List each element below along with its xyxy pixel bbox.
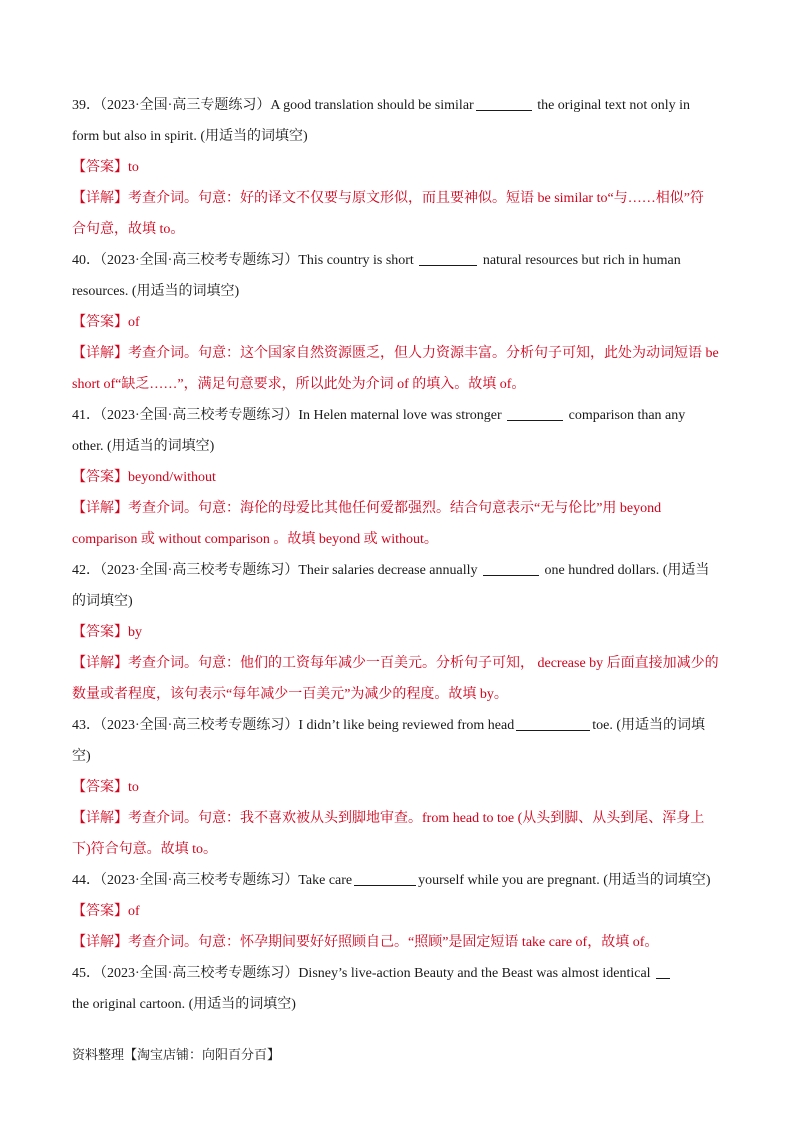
worksheet [72, 90, 732, 1020]
explanation-44-line-1: 【详解】考查介词。句意：怀孕期间要好好照顾自己。“照顾”是固定短语 take care of，故填 of。 [72, 935, 659, 950]
question-41-line-1: 41．（2023·全国·高三校考专题练习）In Helen maternal love was stronger comparison than any [72, 408, 686, 423]
explanation-41-line-2: comparison 或 without comparison 。故填 beyond 或 without。 [72, 532, 438, 547]
explanation-39-line-1: 【详解】考查介词。句意：好的译文不仅要与原文形似，而且要神似。短语 be similar to“与……相似”符 [72, 191, 704, 206]
answer-blank [354, 871, 416, 886]
answer-41: 【答案】beyond/without [72, 470, 216, 485]
explanation-40-line-2: short of“缺乏……”，满足句意要求，所以此处为介词 of 的填入。故填 of。 [72, 377, 526, 392]
explanation-43-line-2: 下)符合句意。故填 to。 [72, 842, 218, 857]
answer-blank [476, 96, 532, 111]
question-42-line-2: 的词填空) [72, 594, 133, 609]
answer-44: 【答案】of [72, 904, 140, 919]
question-43-line-2: 空) [72, 749, 91, 764]
explanation-42-line-1: 【详解】考查介词。句意：他们的工资每年减少一百美元。分析句子可知， decrease by 后面直接加减少的 [72, 656, 719, 671]
answer-43: 【答案】to [72, 780, 139, 795]
explanation-40-line-1: 【详解】考查介词。句意：这个国家自然资源匮乏，但人力资源丰富。分析句子可知，此处为动词短语 be [72, 346, 719, 361]
question-39-line-1: 39．（2023·全国·高三专题练习）A good translation should be similar the original text not only in [72, 98, 691, 113]
answer-blank [516, 716, 590, 731]
question-42-line-1: 42．（2023·全国·高三校考专题练习）Their salaries decrease annually one hundred dollars. (用适当 [72, 563, 710, 578]
explanation-43-line-1: 【详解】考查介词。句意：我不喜欢被从头到脚地审查。from head to toe (从头到脚、从头到尾、浑身上 [72, 811, 705, 826]
question-45-line-2: the original cartoon. (用适当的词填空) [72, 997, 296, 1012]
answer-blank [507, 406, 563, 421]
question-41-line-2: other. (用适当的词填空) [72, 439, 215, 454]
question-40-line-2: resources. (用适当的词填空) [72, 284, 240, 299]
answer-42: 【答案】by [72, 625, 142, 640]
question-45-line-1: 45．（2023·全国·高三校考专题练习）Disney’s live-action Beauty and the Beast was almost identical [72, 958, 732, 989]
answer-39: 【答案】to [72, 160, 139, 175]
explanation-42-line-2: 数量或者程度，该句表示“每年减少一百美元”为减少的程度。故填 by。 [72, 687, 508, 702]
question-44-line-1: 44．（2023·全国·高三校考专题练习）Take care yourself while you are pregnant. (用适当的词填空) [72, 873, 711, 888]
answer-40: 【答案】of [72, 315, 140, 330]
question-43-line-1: 43．（2023·全国·高三校考专题练习）I didn’t like being reviewed from head toe. (用适当的词填 [72, 718, 705, 733]
footer-note: 资料整理【淘宝店铺：向阳百分百】 [72, 1047, 281, 1062]
answer-blank [656, 964, 670, 979]
answer-blank [483, 561, 539, 576]
question-40-line-1: 40．（2023·全国·高三校考专题练习）This country is short natural resources but rich in human [72, 253, 681, 268]
answer-blank [419, 251, 477, 266]
question-39-line-2: form but also in spirit. (用适当的词填空) [72, 129, 308, 144]
explanation-41-line-1: 【详解】考查介词。句意：海伦的母爱比其他任何爱都强烈。结合句意表示“无与伦比”用 beyond [72, 501, 662, 516]
explanation-39-line-2: 合句意，故填 to。 [72, 222, 185, 237]
